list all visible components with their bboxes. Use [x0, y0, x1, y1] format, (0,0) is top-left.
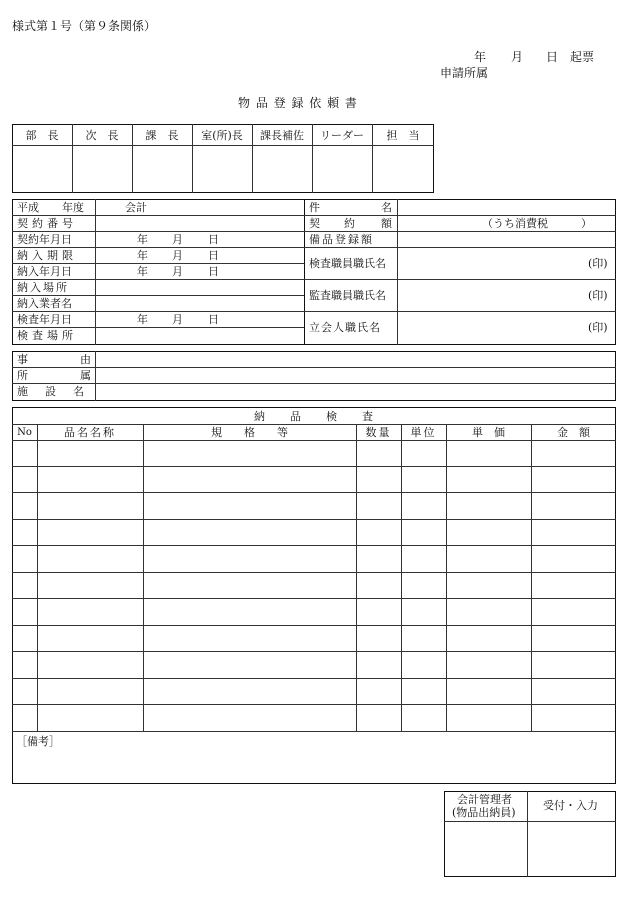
facility-name-label: 施設名	[17, 385, 101, 398]
table-row	[12, 704, 616, 705]
contract-amount-label-b: 約	[344, 217, 355, 230]
delivery-month: 月	[172, 265, 183, 278]
inspection-year: 年	[137, 313, 148, 326]
inspection-month: 月	[172, 313, 183, 326]
column-header-no: No	[17, 426, 32, 438]
delivery-date-label: 納入年月日	[17, 265, 72, 278]
column-header-quantity: 数量	[365, 426, 392, 439]
inspection-table-title: 納 品 検 査	[254, 409, 374, 423]
delivery-deadline-label: 納入期限	[17, 249, 77, 262]
inspection-table	[12, 407, 616, 784]
form-number: 様式第１号（第９条関係）	[12, 19, 157, 33]
table-row	[12, 466, 616, 467]
delivery-day: 日	[208, 265, 219, 278]
date-day-label: 日	[546, 50, 559, 64]
table-row	[12, 492, 616, 493]
delivery-place-label: 納入場所	[17, 281, 69, 294]
approval-header-bucho: 部 長	[25, 129, 59, 142]
applicant-department-label: 申請所属	[440, 66, 489, 80]
witness-name-label: 立会人職氏名	[309, 321, 381, 334]
date-month-label: 月	[511, 50, 524, 64]
accounting-manager-label: 会計管理者	[457, 793, 512, 806]
witness-seal: (印)	[588, 321, 608, 334]
approval-header-tanto: 担 当	[386, 129, 420, 142]
date-year-label: 年	[474, 50, 487, 64]
inspection-day: 日	[208, 313, 219, 326]
reason-label-a: 事	[17, 353, 28, 366]
supervisor-name-label: 監査職員職氏名	[309, 289, 386, 302]
table-row	[12, 545, 616, 546]
column-header-unit-price: 単 価	[472, 426, 505, 439]
deadline-year: 年	[137, 249, 148, 262]
contract-date-month: 月	[172, 233, 183, 246]
column-header-unit: 単位	[410, 426, 437, 439]
contract-number-label: 契約番号	[17, 217, 77, 230]
approval-header-kacho: 課 長	[145, 129, 179, 142]
supplier-label: 納入業者名	[17, 297, 72, 310]
approval-header-kacho-hosa: 課長補佐	[260, 129, 304, 142]
inspector-seal: (印)	[588, 257, 608, 270]
deadline-month: 月	[172, 249, 183, 262]
drafted-label: 起票	[570, 50, 595, 64]
table-row	[12, 572, 616, 573]
column-header-item-name: 品名名称	[64, 426, 116, 439]
department-label-b: 属	[80, 369, 91, 382]
contract-amount-label-c: 額	[381, 217, 392, 230]
column-header-amount: 金 額	[557, 426, 590, 439]
deadline-day: 日	[208, 249, 219, 262]
inspector-name-label: 検査職員職氏名	[309, 257, 386, 270]
approval-header-jicho: 次 長	[85, 129, 119, 142]
account-label: 会計	[125, 201, 147, 214]
table-row	[12, 625, 616, 626]
department-label-a: 所	[17, 369, 28, 382]
asset-registration-amount-label: 備品登録額	[309, 233, 374, 246]
contract-date-day: 日	[208, 233, 219, 246]
supervisor-seal: (印)	[588, 289, 608, 302]
table-row	[12, 519, 616, 520]
page-title: 物 品 登 録 依 頼 書	[238, 96, 358, 110]
table-row	[12, 651, 616, 652]
table-row	[12, 678, 616, 679]
reason-box	[12, 351, 616, 401]
table-row	[12, 731, 616, 732]
contract-amount-label-a: 契	[309, 217, 320, 230]
table-row	[12, 598, 616, 599]
subject-label-b: 名	[381, 201, 392, 214]
fiscal-year-label: 年度	[62, 201, 84, 214]
receipt-input-label: 受付・入力	[543, 799, 598, 812]
inspection-date-label: 検査年月日	[17, 313, 72, 326]
contract-date-label: 契約年月日	[17, 233, 72, 246]
reason-label-b: 由	[80, 353, 91, 366]
remarks-label: ［備考］	[16, 735, 60, 748]
goods-custodian-label: (物品出納員)	[452, 806, 516, 819]
subject-label-a: 件	[309, 201, 320, 214]
fiscal-era-label: 平成	[17, 201, 39, 214]
column-header-specification: 規 格 等	[211, 426, 288, 439]
tax-note: （うち消費税 ）	[482, 217, 592, 230]
approval-header-shitsucho: 室(所)長	[201, 129, 243, 142]
contract-date-year: 年	[137, 233, 148, 246]
inspection-place-label: 検査場所	[17, 329, 77, 342]
approval-header-leader: リーダー	[320, 129, 364, 142]
delivery-year: 年	[137, 265, 148, 278]
